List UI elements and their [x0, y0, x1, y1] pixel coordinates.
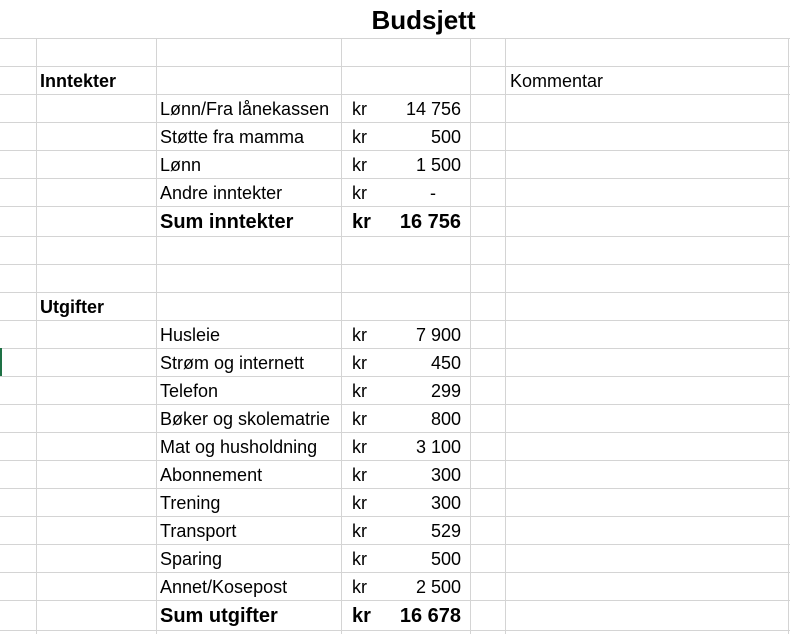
expense-item-currency[interactable]: kr — [352, 465, 367, 485]
expense-item-label[interactable]: Telefon — [160, 381, 219, 401]
expense-item-label[interactable]: Annet/Kosepost — [160, 577, 288, 597]
income-item-currency[interactable]: kr — [352, 183, 367, 203]
expense-item-amount[interactable]: 800 — [430, 409, 461, 429]
gridline — [0, 206, 790, 207]
expense-item-amount[interactable]: 7 900 — [415, 325, 461, 345]
expenses-sum-label[interactable]: Sum utgifter — [160, 605, 278, 627]
income-item-label[interactable]: Andre inntekter — [160, 183, 283, 203]
expense-item-amount[interactable]: 2 500 — [415, 577, 461, 597]
gridline — [36, 38, 37, 634]
expense-item-currency[interactable]: kr — [352, 325, 367, 345]
income-item-currency[interactable]: kr — [352, 155, 367, 175]
expenses-section-label[interactable]: Utgifter — [40, 297, 104, 317]
expenses-sum-currency[interactable]: kr — [352, 605, 371, 627]
gridline — [0, 38, 790, 39]
income-sum-amount[interactable]: 16 756 — [399, 211, 461, 233]
expense-item-currency[interactable]: kr — [352, 409, 367, 429]
active-row-marker — [0, 348, 2, 376]
expenses-sum-amount[interactable]: 16 678 — [399, 605, 461, 627]
expense-item-label[interactable]: Sparing — [160, 549, 223, 569]
gridline — [156, 38, 157, 634]
gridline — [0, 630, 790, 631]
income-item-currency[interactable]: kr — [352, 99, 367, 119]
income-section-label[interactable]: Inntekter — [40, 71, 117, 91]
expense-item-currency[interactable]: kr — [352, 521, 367, 541]
expense-item-amount[interactable]: 3 100 — [415, 437, 461, 457]
gridline — [0, 264, 790, 265]
expense-item-label[interactable]: Strøm og internett — [160, 353, 305, 373]
comment-header[interactable]: Kommentar — [510, 71, 604, 91]
income-item-label[interactable]: Støtte fra mamma — [160, 127, 305, 147]
income-item-amount[interactable]: 500 — [430, 127, 461, 147]
income-sum-label[interactable]: Sum inntekter — [160, 211, 294, 233]
expense-item-currency[interactable]: kr — [352, 577, 367, 597]
expense-item-amount[interactable]: 529 — [430, 521, 461, 541]
income-sum-currency[interactable]: kr — [352, 211, 371, 233]
income-item-amount[interactable]: 1 500 — [415, 155, 461, 175]
expense-item-amount[interactable]: 299 — [430, 381, 461, 401]
expense-item-label[interactable]: Mat og husholdning — [160, 437, 318, 457]
expense-item-currency[interactable]: kr — [352, 353, 367, 373]
expense-item-label[interactable]: Bøker og skolematrie — [160, 409, 331, 429]
expense-item-amount[interactable]: 300 — [430, 465, 461, 485]
gridline — [0, 66, 790, 67]
gridline — [505, 38, 506, 634]
expense-item-currency[interactable]: kr — [352, 493, 367, 513]
expense-item-label[interactable]: Transport — [160, 521, 237, 541]
expense-item-amount[interactable]: 450 — [430, 353, 461, 373]
expense-item-label[interactable]: Abonnement — [160, 465, 263, 485]
expense-item-amount[interactable]: 500 — [430, 549, 461, 569]
gridline — [341, 38, 342, 634]
gridline — [0, 236, 790, 237]
income-item-amount[interactable]: - — [430, 183, 436, 203]
expense-item-currency[interactable]: kr — [352, 549, 367, 569]
expense-item-label[interactable]: Husleie — [160, 325, 221, 345]
income-item-currency[interactable]: kr — [352, 127, 367, 147]
expense-item-amount[interactable]: 300 — [430, 493, 461, 513]
gridline — [0, 292, 790, 293]
sheet-title[interactable]: Budsjett — [371, 5, 476, 35]
expense-item-currency[interactable]: kr — [352, 437, 367, 457]
income-item-label[interactable]: Lønn/Fra lånekassen — [160, 99, 330, 119]
gridline — [788, 38, 789, 634]
expense-item-currency[interactable]: kr — [352, 381, 367, 401]
income-item-amount[interactable]: 14 756 — [405, 99, 461, 119]
gridline — [470, 38, 471, 634]
expense-item-label[interactable]: Trening — [160, 493, 221, 513]
income-item-label[interactable]: Lønn — [160, 155, 202, 175]
